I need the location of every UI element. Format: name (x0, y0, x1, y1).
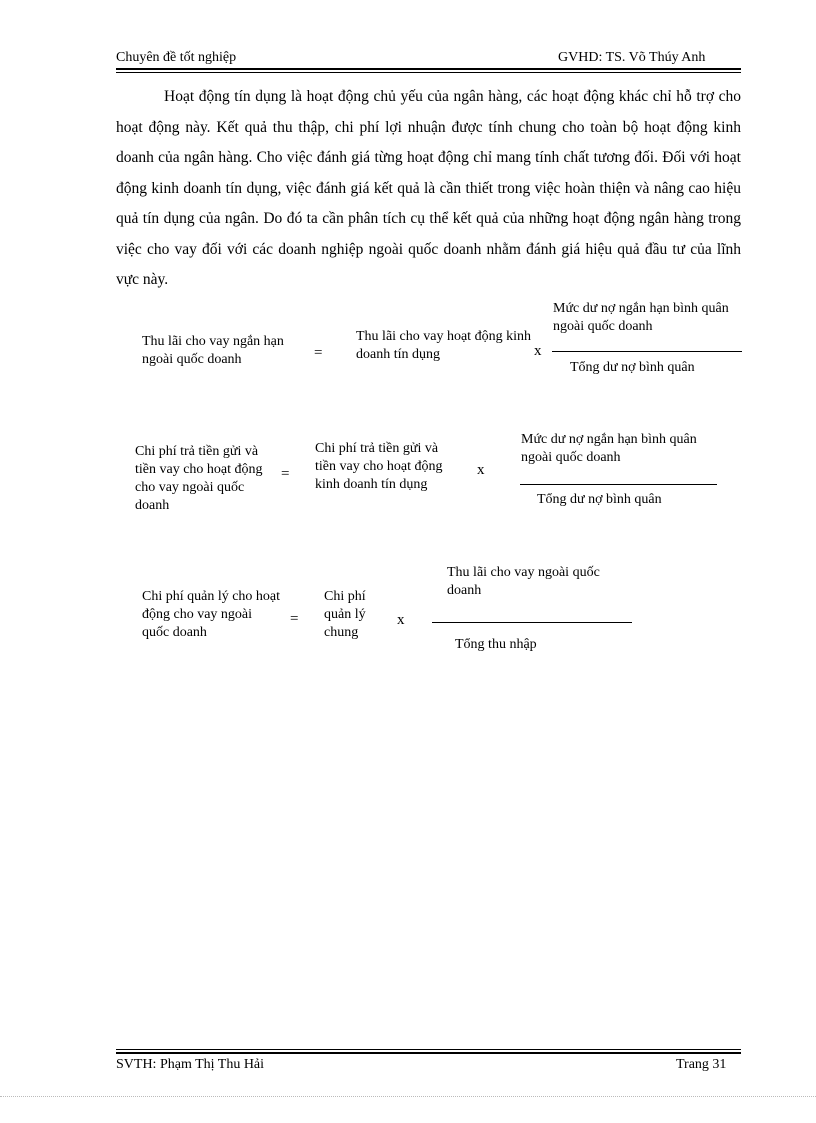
formula-2-numerator: Mức dư nợ ngắn hạn bình quân ngoài quốc doanh (521, 432, 697, 465)
formula-1-lhs: Thu lãi cho vay ngắn hạn ngoài quốc doanh (142, 334, 284, 367)
header-rule-thin (116, 72, 741, 73)
formula-3-equals: = (290, 611, 299, 627)
header-rule-thick (116, 68, 741, 70)
header-left-text: Chuyên đề tốt nghiệp (116, 50, 237, 65)
formula-2-denominator: Tổng dư nợ bình quân (537, 492, 662, 507)
formula-1-numerator: Mức dư nợ ngắn hạn bình quân ngoài quốc doanh (553, 301, 729, 334)
formula-1-term: Thu lãi cho vay hoạt động kinh doanh tín dụng (356, 329, 531, 362)
formula-1-equals: = (314, 345, 323, 361)
formula-1-times: x (534, 343, 542, 359)
formula-3-fraction-bar (432, 622, 632, 623)
formula-2-term: Chi phí trả tiền gửi và tiền vay cho hoạt động kinh doanh tín dụng (315, 441, 443, 492)
formula-2-times: x (477, 462, 485, 478)
formula-3-term: Chi phí quản lý chung (324, 589, 366, 640)
footer-rule-thick (116, 1052, 741, 1054)
formula-2-equals: = (281, 466, 290, 482)
footer-rule-thin (116, 1049, 741, 1050)
footer-page-number: Trang 31 (676, 1057, 727, 1072)
body-paragraph: Hoạt động tín dụng là hoạt động chủ yếu của ngân hàng, các hoạt động khác chỉ hỗ trợ cho hoạt động này. Kết quả thu thập, chi phí lợi nhuận được tính chung cho toàn bộ hoạt động kinh doanh của ngân hàng. Cho việc đánh giá từng hoạt động chỉ mang tính chất tương đối. Đối với hoạt động kinh doanh tín dụng, việc đánh giá kết quả là cần thiết trong việc hoàn thiện và nâng cao hiệu quả tín dụng của ngân. Do đó ta cần phân tích cụ thể kết quả của những hoạt động ngân hàng trong việc cho vay đối với các doanh nghiệp ngoài quốc doanh nhằm đánh giá hiệu quả đầu tư của lĩnh vực này. (116, 88, 741, 288)
formula-3-numerator: Thu lãi cho vay ngoài quốc doanh (447, 565, 600, 598)
formula-1-fraction-bar (552, 351, 742, 352)
page-break-line (0, 1096, 816, 1097)
footer-left-text: SVTH: Phạm Thị Thu Hải (116, 1057, 265, 1072)
formula-3-times: x (397, 612, 405, 628)
header-right-text: GVHD: TS. Võ Thúy Anh (558, 50, 706, 65)
formula-3-lhs: Chi phí quản lý cho hoạt động cho vay ngoài quốc doanh (142, 589, 281, 640)
formula-1-denominator: Tổng dư nợ bình quân (570, 360, 695, 375)
formula-2-lhs: Chi phí trả tiền gửi và tiền vay cho hoạt động cho vay ngoài quốc doanh (135, 444, 263, 513)
formula-3-denominator: Tổng thu nhập (455, 637, 537, 652)
formula-2-fraction-bar (520, 484, 717, 485)
